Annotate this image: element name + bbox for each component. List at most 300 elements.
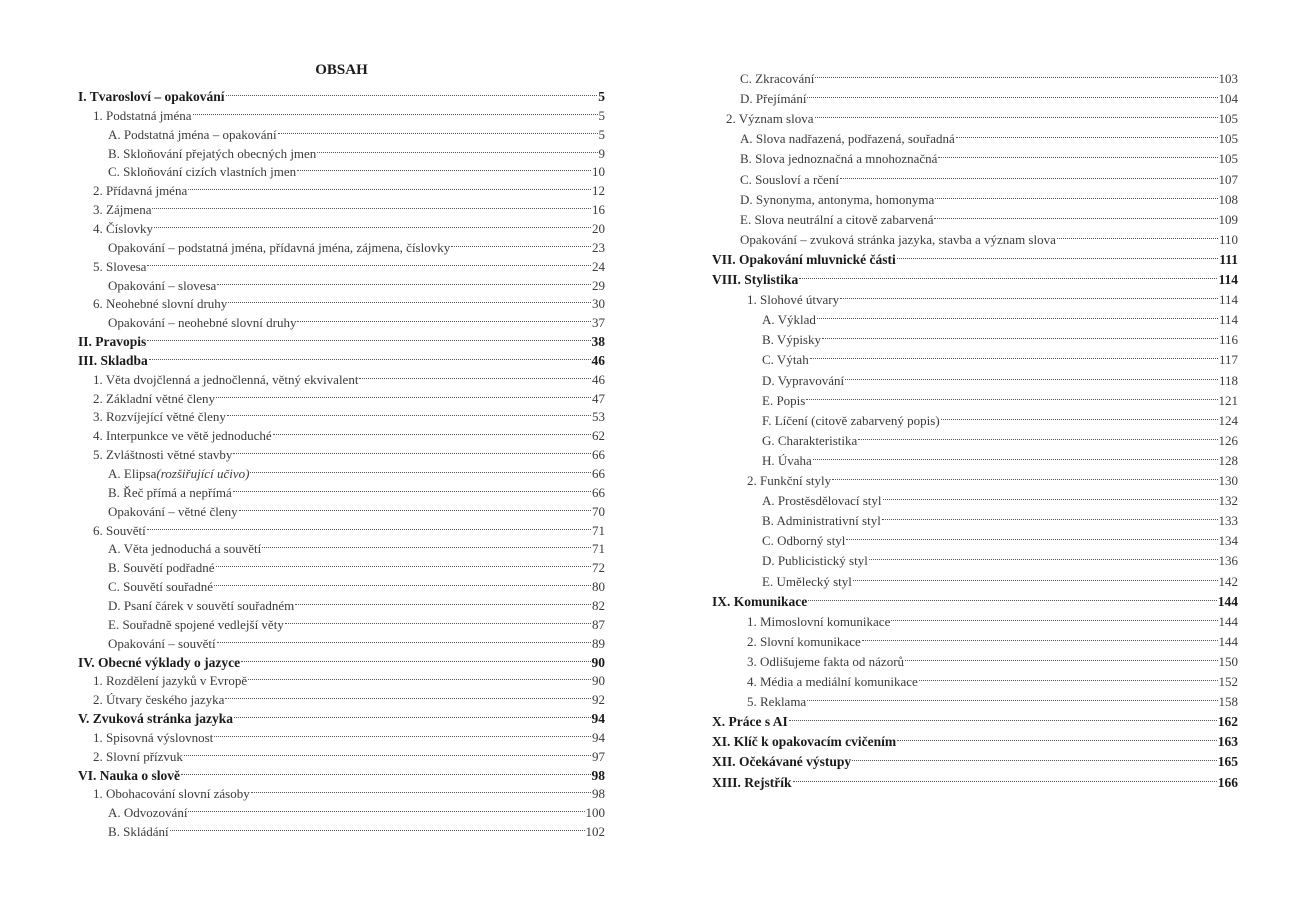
dot-leader (278, 119, 598, 139)
toc-entry-page: 71 (592, 541, 605, 557)
toc-entry-page: 124 (1218, 412, 1238, 428)
toc-entry (712, 445, 1238, 468)
toc-entry-page: 38 (591, 334, 605, 350)
toc-entry (78, 778, 605, 802)
toc-entry (712, 686, 1238, 710)
toc-entry-label: E. Popis (762, 392, 806, 408)
toc-entry-label: 5. Reklama (747, 694, 807, 710)
dot-leader (147, 251, 591, 271)
toc-entry-label: 1. Spisovná výslovnost (93, 729, 214, 745)
toc-entry-page: 144 (1217, 593, 1238, 609)
toc-entry (78, 816, 605, 840)
toc-entry (78, 439, 605, 463)
toc-entry-label: E. Souřadně spojené vedlejší věty (108, 616, 284, 632)
toc-entry-page: 133 (1218, 513, 1238, 529)
toc-entry-label: XIII. Rejstřík (712, 774, 792, 790)
toc-entry (78, 383, 605, 406)
toc-entry (78, 138, 605, 161)
toc-entry-page: 163 (1217, 734, 1238, 750)
dot-leader (807, 83, 1217, 103)
toc-entry-page: 107 (1218, 171, 1238, 187)
toc-entry (78, 533, 605, 557)
toc-entry-page: 126 (1218, 432, 1238, 448)
toc-entry (712, 566, 1238, 589)
toc-entry-page: 165 (1217, 754, 1238, 770)
dot-leader (810, 344, 1218, 364)
toc-entry-label: A. Podstatná jména – opakování (108, 126, 277, 142)
toc-entry-page: 130 (1218, 473, 1238, 488)
dot-leader (216, 383, 591, 403)
toc-title: OBSAH (315, 62, 368, 78)
toc-entry (78, 458, 605, 481)
toc-entry (78, 590, 605, 613)
dot-leader (214, 571, 591, 591)
toc-entry (712, 405, 1238, 428)
toc-entry-label: VII. Opakování mluvnické části (712, 251, 896, 267)
toc-entry-page: 150 (1218, 653, 1238, 669)
toc-entry-page: 90 (592, 673, 605, 689)
dot-leader (451, 232, 591, 252)
dot-leader (227, 401, 591, 421)
toc-entry-label: 1. Věta dvojčlenná a jednočlenná, větný ekvivalent (93, 371, 359, 387)
toc-entry-label: E. Umělecký styl (762, 573, 852, 589)
toc-entry-page: 100 (585, 805, 605, 821)
toc-entry-page: 37 (592, 315, 605, 331)
toc-entry-page: 134 (1218, 533, 1238, 549)
toc-entry (78, 401, 605, 425)
toc-entry-label: 6. Neohebné slovní druhy (93, 296, 228, 312)
toc-entry-label: 4. Číslovky (93, 220, 153, 236)
dot-leader (882, 505, 1218, 525)
dot-leader (852, 746, 1217, 766)
toc-entry-label: D. Publicistický styl (762, 553, 868, 569)
toc-entry-page: 71 (592, 522, 605, 538)
toc-entry (78, 326, 605, 350)
toc-entry (78, 628, 605, 651)
toc-entry-label: I. Tvarosloví – opakování (78, 89, 225, 104)
toc-entry-label: C. Souvětí souřadné (108, 579, 214, 595)
dot-leader (789, 706, 1217, 726)
toc-entry-label: C. Výtah (762, 352, 809, 368)
toc-entry-page: 70 (592, 503, 605, 519)
toc-entry-label: 2. Funkční styly (747, 473, 832, 488)
toc-entry (78, 251, 605, 274)
toc-entry-page: 110 (1218, 231, 1238, 247)
dot-leader (285, 609, 591, 629)
dot-leader (250, 458, 591, 478)
toc-entry-label: 1. Mimoslovní komunikace (747, 613, 891, 629)
dot-leader (225, 684, 591, 704)
toc-entry (712, 746, 1238, 770)
toc-entry-page: 82 (592, 597, 605, 613)
toc-entry (78, 175, 605, 199)
toc-entry-page: 111 (1219, 251, 1238, 267)
toc-entry-page: 89 (592, 635, 605, 651)
dot-leader (862, 626, 1218, 646)
toc-entry (78, 647, 605, 670)
toc-entry-page: 118 (1218, 372, 1238, 388)
dot-leader (883, 485, 1218, 505)
dot-leader (817, 304, 1218, 324)
dot-leader (853, 566, 1218, 586)
dot-leader (147, 326, 590, 346)
toc-entry (712, 385, 1238, 408)
toc-entry-page: 105 (1218, 131, 1238, 147)
toc-entry-page: 117 (1218, 352, 1238, 368)
dot-leader (832, 465, 1217, 485)
toc-entry-label: D. Vypravování (762, 372, 845, 388)
toc-entry-page: 66 (592, 484, 605, 500)
dot-leader (233, 477, 591, 497)
dot-leader (806, 385, 1217, 405)
toc-entry (712, 344, 1238, 368)
toc-entry-page: 24 (592, 258, 605, 274)
toc-entry-page: 46 (592, 371, 605, 387)
dot-leader (233, 439, 591, 459)
toc-entry-label: E. Slova neutrální a citově zabarvená (740, 211, 934, 227)
toc-entry (712, 465, 1238, 488)
toc-entry-page: 47 (592, 390, 605, 406)
dot-leader (149, 345, 591, 365)
toc-entry-label: B. Souvětí podřadné (108, 560, 215, 576)
toc-entry (78, 797, 605, 821)
toc-entry (78, 722, 605, 745)
toc-entry (712, 545, 1238, 569)
toc-entry (78, 81, 605, 104)
toc-entry-page: 5 (598, 126, 605, 142)
toc-entry-label: 2. Základní větné členy (93, 390, 216, 406)
dot-leader (897, 726, 1217, 746)
toc-entry (78, 552, 605, 576)
dot-leader (869, 545, 1218, 565)
toc-entry-page: 5 (598, 107, 605, 123)
toc-entry (78, 232, 605, 255)
toc-entry (78, 156, 605, 180)
dot-leader (891, 606, 1217, 626)
dot-leader (934, 204, 1217, 224)
dot-leader (919, 666, 1218, 686)
toc-entry-label: 1. Podstatná jména (93, 107, 192, 123)
toc-entry-label: 4. Média a mediální komunikace (747, 674, 918, 689)
toc-entry-label: 2. Přídavná jména (93, 183, 188, 199)
toc-entry-label: IV. Obecné výklady o jazyce (78, 654, 241, 670)
dot-leader (188, 175, 591, 195)
toc-entry-label: B. Skládání (108, 824, 169, 840)
toc-entry-label: 5. Zvláštnosti větné stavby (93, 447, 233, 463)
toc-entry-label: IX. Komunikace (712, 593, 808, 609)
toc-entry-page: 29 (592, 277, 605, 293)
toc-entry-page: 109 (1218, 211, 1238, 227)
toc-entry-page: 116 (1218, 332, 1238, 348)
dot-leader (941, 405, 1218, 425)
toc-entry-page: 5 (598, 89, 605, 104)
dot-leader (154, 213, 591, 233)
toc-entry-label: II. Pravopis (78, 334, 147, 350)
toc-entry-label: 1. Slohové útvary (747, 292, 840, 308)
toc-entry (712, 103, 1238, 127)
toc-entry-label: 6. Souvětí (93, 522, 146, 538)
toc-entry (78, 684, 605, 708)
toc-entry (712, 425, 1238, 448)
toc-entry-label: Opakování – větné členy (108, 503, 238, 519)
dot-leader (846, 525, 1217, 545)
toc-entry (712, 244, 1238, 267)
toc-entry-page: 46 (591, 352, 605, 368)
dot-leader (935, 184, 1217, 204)
toc-entry-label: C. Skloňování cizích vlastních jmen (108, 164, 297, 180)
toc-entry (78, 345, 605, 368)
toc-entry-label: 4. Interpunkce ve větě jednoduché (93, 428, 272, 444)
toc-entry-page: 102 (585, 824, 605, 840)
dot-leader (813, 445, 1218, 465)
toc-entry-label: B. Slova jednoznačná a mnohoznačná (740, 151, 938, 167)
toc-entry (78, 703, 605, 727)
toc-entry-label: 2. Slovní přízvuk (93, 748, 183, 764)
toc-entry-label: B. Administrativní styl (762, 513, 881, 529)
toc-entry (712, 706, 1238, 730)
dot-leader (799, 264, 1217, 284)
toc-entry (78, 496, 605, 519)
toc-entry-label: Opakování – podstatná jména, přídavná jména, zájmena, číslovky (108, 239, 451, 255)
toc-entry-page: 66 (592, 447, 605, 463)
toc-entry (712, 666, 1238, 689)
toc-entry-page: 66 (592, 466, 605, 481)
dot-leader (905, 646, 1217, 666)
toc-entry-label: VI. Nauka o slově (78, 767, 181, 783)
dot-leader (184, 741, 591, 761)
toc-entry-label: A. Odvozování (108, 805, 188, 821)
toc-entry (712, 505, 1238, 529)
dot-leader (152, 194, 591, 214)
toc-entry (712, 143, 1238, 167)
toc-entry-page: 144 (1218, 633, 1238, 649)
toc-entry-label: X. Práce s AI (712, 714, 788, 730)
toc-entry-page: 144 (1218, 613, 1238, 629)
toc-entry (712, 525, 1238, 549)
toc-entry-page: 114 (1218, 292, 1238, 308)
toc-entry (712, 204, 1238, 227)
toc-entry-label: XI. Klíč k opakovacím cvičením (712, 734, 897, 750)
dot-leader (241, 647, 590, 667)
toc-entry-page: 121 (1218, 392, 1238, 408)
dot-leader (147, 515, 591, 535)
toc-entry-page: 90 (591, 654, 605, 670)
toc-entry-label: 1. Obohacování slovní zásoby (93, 786, 250, 802)
toc-entry-page: 72 (592, 560, 605, 576)
toc-entry-label: Opakování – zvuková stránka jazyka, stavba a význam slova (740, 231, 1056, 247)
dot-leader (234, 703, 590, 723)
toc-entry (712, 304, 1238, 328)
dot-leader (815, 63, 1217, 83)
toc-entry-page: 98 (592, 786, 605, 802)
toc-entry-page: 166 (1217, 774, 1238, 790)
toc-entry (78, 741, 605, 764)
dot-leader (822, 324, 1218, 344)
toc-entry (712, 164, 1238, 187)
dot-leader (808, 586, 1216, 606)
toc-entry-page: 128 (1218, 452, 1238, 468)
dot-leader (228, 288, 591, 308)
dot-leader (317, 138, 597, 158)
dot-leader (217, 270, 591, 290)
dot-leader (170, 816, 585, 836)
toc-entry (78, 100, 605, 123)
toc-entry-page: 92 (592, 692, 605, 708)
toc-entry-label: H. Úvaha (762, 452, 812, 468)
dot-leader (297, 307, 591, 327)
toc-entry-label: B. Výpisky (762, 332, 821, 348)
toc-entry (78, 270, 605, 293)
toc-entry-page: 94 (591, 711, 605, 727)
toc-entry (78, 477, 605, 500)
dot-leader (214, 722, 591, 742)
toc-entry (78, 307, 605, 331)
toc-entry (712, 626, 1238, 649)
toc-entry-page: 103 (1218, 71, 1238, 86)
toc-entry-page: 114 (1218, 272, 1238, 287)
dot-leader (807, 686, 1217, 706)
toc-entry-page: 9 (598, 145, 605, 161)
toc-entry (712, 123, 1238, 147)
toc-entry-page: 97 (592, 748, 605, 764)
toc-entry (78, 609, 605, 632)
toc-entry (712, 365, 1238, 388)
toc-entry-label: A. Věta jednoduchá a souvětí (108, 541, 262, 557)
toc-entry (712, 264, 1238, 287)
toc-entry (712, 726, 1238, 750)
toc-entry-label: B. Skloňování přejatých obecných jmen (108, 145, 317, 161)
dot-leader (1057, 224, 1218, 244)
dot-leader (956, 123, 1218, 143)
toc-entry-page: 53 (592, 409, 605, 425)
toc-entry-label: D. Synonyma, antonyma, homonyma (740, 191, 935, 207)
toc-entry-label: F. Líčení (citově zabarvený popis) (762, 412, 940, 428)
dot-leader (226, 81, 598, 101)
toc-entry-label: 5. Slovesa (93, 258, 147, 274)
toc-entry-page: 10 (592, 164, 605, 180)
toc-entry-label: A. Slova nadřazená, podřazená, souřadná (740, 131, 955, 147)
toc-entry (712, 767, 1238, 790)
dot-leader (840, 164, 1218, 184)
toc-entry-label: C. Zkracování (740, 71, 815, 86)
dot-leader (297, 156, 591, 176)
toc-entry-page: 158 (1218, 694, 1238, 710)
toc-entry (78, 119, 605, 142)
toc-entry-page: 87 (592, 616, 605, 632)
dot-leader (793, 767, 1217, 787)
toc-entry-label: 1. Rozdělení jazyků v Evropě (93, 673, 248, 689)
toc-entry-label: III. Skladba (78, 352, 148, 368)
toc-entry-label: C. Odborný styl (762, 533, 846, 549)
dot-leader (181, 760, 590, 780)
toc-entry-page: 30 (592, 296, 605, 312)
toc-entry (78, 515, 605, 538)
toc-entry-label: Opakování – neohebné slovní druhy (108, 315, 297, 331)
toc-entry-page: 105 (1218, 111, 1238, 127)
toc-entry (712, 485, 1238, 509)
toc-entry-page: 12 (592, 183, 605, 199)
dot-leader (858, 425, 1217, 445)
toc-entry-label: B. Řeč přímá a nepřímá (108, 484, 232, 500)
toc-entry (78, 288, 605, 312)
toc-entry-label: A. Výklad (762, 312, 816, 328)
dot-leader (239, 496, 591, 516)
dot-leader (262, 533, 591, 553)
toc-entry-label: VIII. Stylistika (712, 272, 799, 287)
toc-entry-label: G. Charakteristika (762, 432, 858, 448)
toc-entry-page: 108 (1218, 191, 1238, 207)
toc-entry-label: A. Elipsa (108, 466, 157, 481)
dot-leader (938, 143, 1217, 163)
toc-entry (78, 760, 605, 783)
toc-entry-page: 62 (592, 428, 605, 444)
dot-leader (840, 284, 1218, 304)
toc-entry (712, 646, 1238, 669)
dot-leader (251, 778, 591, 798)
dot-leader (217, 628, 591, 648)
dot-leader (815, 103, 1218, 123)
toc-entry-label: 3. Odlišujeme fakta od názorů (747, 653, 905, 669)
dot-leader (248, 665, 591, 685)
toc-entry-label: 3. Rozvíjející větné členy (93, 409, 226, 425)
toc-entry (712, 63, 1238, 86)
toc-entry-page: 16 (592, 202, 605, 218)
dot-leader (216, 552, 591, 572)
toc-entry-label: D. Přejímání (740, 91, 807, 107)
toc-entry-note: (rozšiřující učivo) (156, 466, 250, 481)
toc-entry (712, 324, 1238, 348)
toc-entry-page: 23 (592, 239, 605, 255)
toc-entry (78, 364, 605, 387)
toc-entry-page: 132 (1218, 493, 1238, 509)
toc-entry (78, 194, 605, 218)
toc-entry-label: Opakování – slovesa (108, 277, 217, 293)
dot-leader (295, 590, 591, 610)
toc-entry-page: 98 (591, 767, 605, 783)
toc-entry (78, 420, 605, 444)
toc-entry-label: A. Prostěsdělovací styl (762, 493, 882, 509)
toc-entry-page: 20 (592, 220, 605, 236)
toc-entry-page: 152 (1218, 674, 1238, 689)
toc-entry-page: 136 (1218, 553, 1238, 569)
toc-entry-label: C. Sousloví a rčení (740, 171, 839, 187)
toc-entry-page: 105 (1218, 151, 1238, 167)
toc-entry-page: 80 (592, 579, 605, 595)
toc-entry-page: 94 (592, 729, 605, 745)
dot-leader (897, 244, 1218, 264)
toc-entry-label: 2. Význam slova (726, 111, 814, 127)
toc-entry-label: 2. Slovní komunikace (747, 633, 861, 649)
toc-entry (712, 284, 1238, 308)
dot-leader (359, 364, 591, 384)
toc-entry-label: XII. Očekávané výstupy (712, 754, 852, 770)
toc-entry-label: D. Psaní čárek v souvětí souřadném (108, 597, 295, 613)
dot-leader (193, 100, 598, 120)
toc-entry-label: Opakování – souvětí (108, 635, 216, 651)
toc-entry (78, 213, 605, 236)
dot-leader (845, 365, 1218, 385)
toc-entry-page: 104 (1218, 91, 1238, 107)
toc-entry (712, 83, 1238, 107)
toc-entry-label: 2. Útvary českého jazyka (93, 692, 225, 708)
toc-entry (712, 586, 1238, 609)
dot-leader (273, 420, 591, 440)
toc-entry-page: 114 (1218, 312, 1238, 328)
toc-entry (78, 665, 605, 689)
toc-entry-page: 162 (1217, 714, 1238, 730)
toc-entry-label: 3. Zájmena (93, 202, 152, 218)
dot-leader (188, 797, 584, 817)
